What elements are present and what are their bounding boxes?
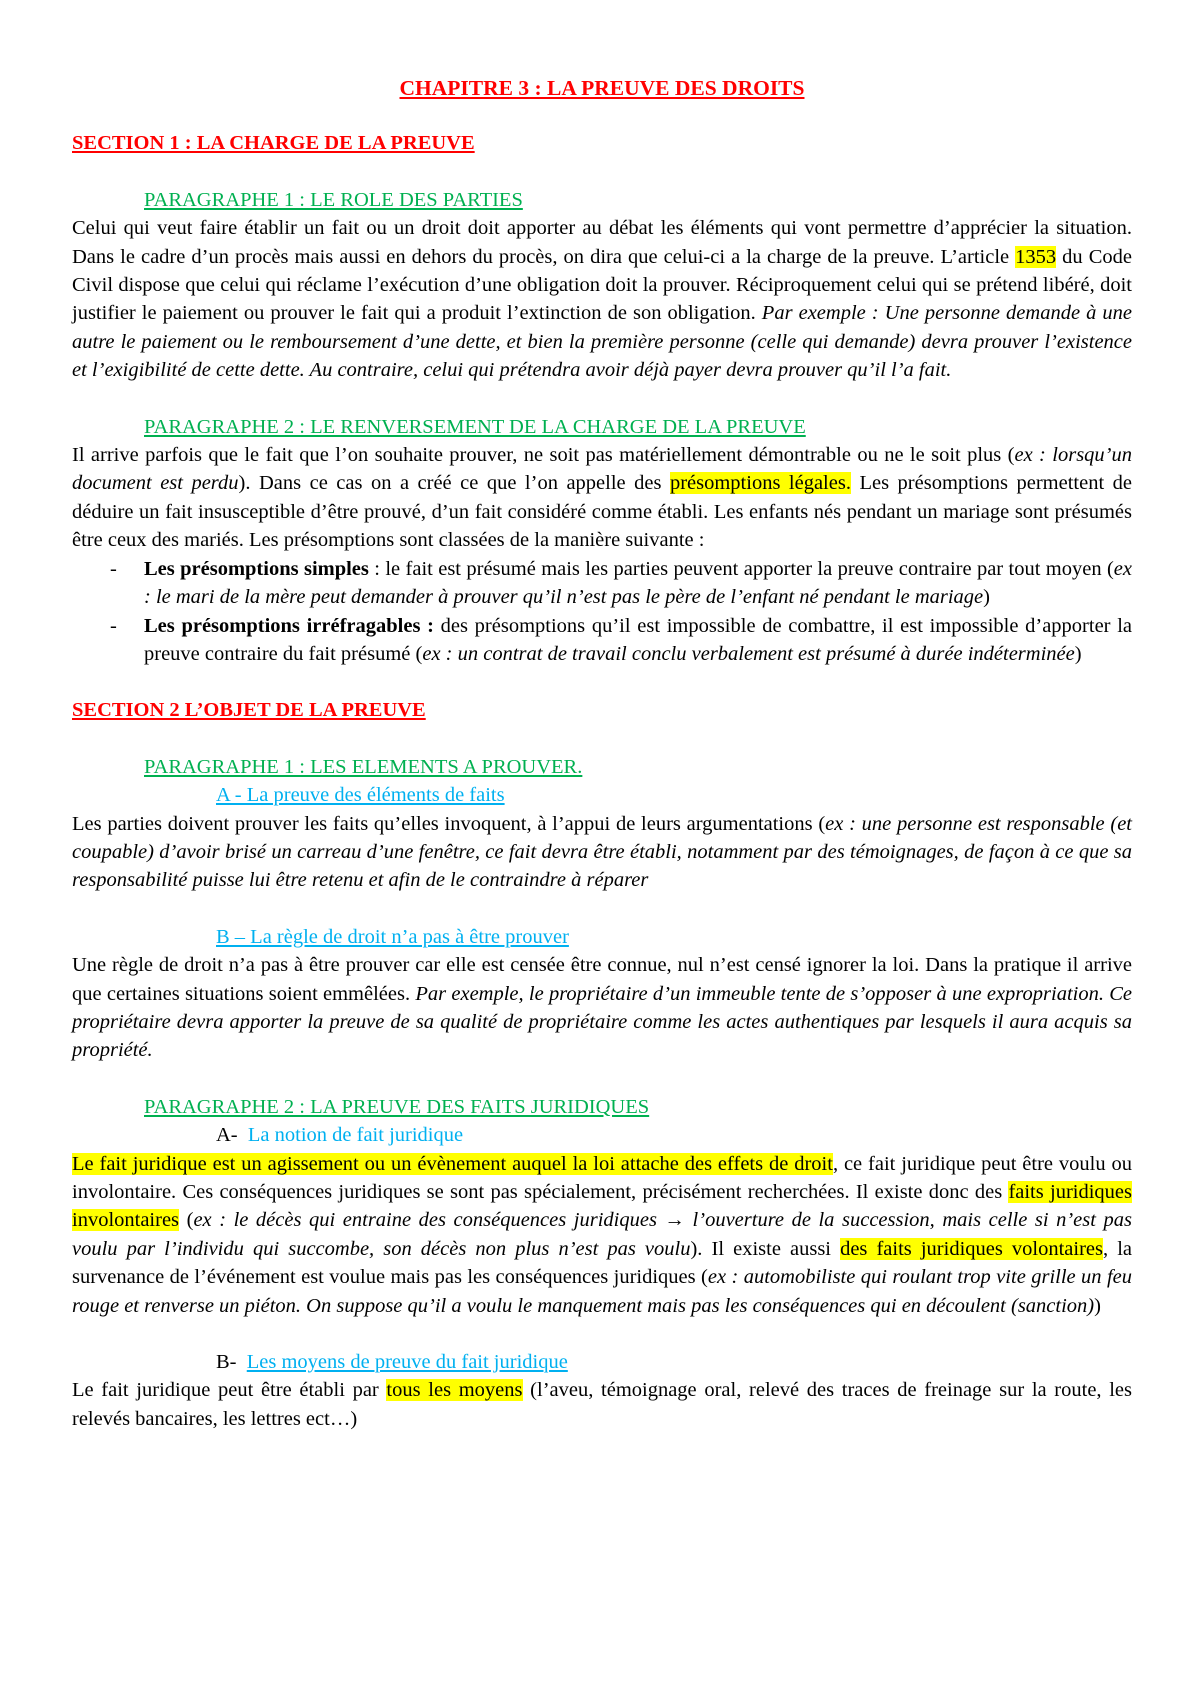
- text-run: : le fait est présumé mais les parties peuvent apporter la preuve contraire par tout moyen (: [368, 557, 1114, 580]
- sub-heading-text: La notion de fait juridique: [247, 1124, 464, 1147]
- example-italic: Par exemple : Une personne demande à une autre le paiement ou le remboursement d’une dette, et bien la première personne (celle qui demande) devra prouver l’existence et l’exigibilité de cette dette. Au contraire, celui qui prétendra avoir déjà payer devra prouver qu’il l’a fait.: [72, 302, 1132, 382]
- example-italic: ex : un contrat de travail conclu verbalement est présumé à durée indéterminée: [422, 642, 1075, 665]
- text-run: , la survenance de l’événement est voulue mais pas les conséquences juridiques (: [72, 1237, 1132, 1289]
- s2-paragraph-2-heading: PARAGRAPHE 2 : LA PREUVE DES FAITS JURIDIQUES: [144, 1095, 650, 1118]
- text-run: ). Il existe aussi: [690, 1237, 841, 1260]
- highlight-volontaires: des faits juridiques volontaires: [840, 1237, 1103, 1260]
- s2-p1-sub-b-text: [72, 951, 1132, 1065]
- bold-term: Les présomptions irréfragables :: [144, 614, 434, 637]
- text-run: (: [179, 1209, 194, 1232]
- text-run: Une règle de droit n’a pas à être prouver car elle est censée être connue, nul n’est censé ignorer la loi. Dans la pratique il arrive que certaines situations soient emmêlées.: [72, 954, 1132, 1005]
- highlight-involontaires: faits juridiques involontaires: [72, 1181, 1132, 1232]
- list-item: [72, 612, 1132, 669]
- highlight-tous-les-moyens: tous les moyens: [386, 1379, 523, 1402]
- list-item: [72, 555, 1132, 612]
- highlight-definition: Le fait juridique est un agissement ou un évènement auquel la loi attache des effets de droit: [72, 1152, 833, 1175]
- highlight-presomptions: présomptions légales.: [669, 472, 851, 495]
- text-run: ): [1074, 642, 1082, 665]
- sub-heading-text: Les moyens de preuve du fait juridique: [246, 1351, 568, 1374]
- example-italic: ex : lorsqu’un document est perdu: [72, 444, 1132, 495]
- sub-heading-marker: A-: [216, 1124, 238, 1147]
- text-run: , ce fait juridique peut être voulu ou involontaire. Ces conséquences juridiques se sont pas spécialement, précisément recherchées. Il existe donc des: [72, 1152, 1132, 1203]
- document-body: [72, 74, 1132, 1433]
- bullet-dash: -: [110, 614, 117, 637]
- s2-p2-sub-b-text: [72, 1376, 1132, 1433]
- text-run: du Code Civil dispose que celui qui réclame l’exécution d’une obligation doit la prouver. Réciproquement celui qui se prétend libéré, doit justifier le paiement ou prouver le fait qui a produit l’extinction de son obligation.: [72, 245, 1132, 325]
- sub-heading-marker: B-: [216, 1351, 237, 1374]
- text-run: ): [1094, 1294, 1101, 1317]
- text-run: (l’aveu, témoignage oral, relevé des traces de freinage sur la route, les relevés bancaires, les lettres ect…): [72, 1379, 1132, 1430]
- s2-p2-sub-a-text: [72, 1150, 1132, 1320]
- bold-term: Les présomptions simples: [144, 557, 369, 580]
- presomptions-list: [72, 555, 1132, 669]
- sub-heading-text: B – La règle de droit n’a pas à être prouver: [216, 925, 569, 948]
- s2-p2-sub-b-heading: [72, 1348, 1132, 1376]
- example-italic: ex : le mari de la mère peut demander à prouver qu’il n’est pas le père de l’enfant né pendant le mariage: [144, 557, 1132, 609]
- text-run: des présomptions qu’il est impossible de combattre, il est impossible d’apporter la preuve contraire du fait présumé (: [144, 614, 1132, 665]
- sub-heading-text: A - La preuve des éléments de faits: [216, 784, 505, 807]
- arrow-right-icon: →: [664, 1209, 685, 1232]
- section-1-heading: SECTION 1 : LA CHARGE DE LA PREUVE: [72, 132, 475, 155]
- s1-paragraph-2-text: [72, 441, 1132, 555]
- s2-p1-sub-b-heading: [72, 923, 1132, 951]
- text-run: ): [983, 586, 990, 609]
- example-italic: Par exemple, le propriétaire d’un immeuble tente de s’opposer à une expropriation. Ce propriétaire devra apporter la preuve de sa qualité de propriétaire comme les actes authentiques par lesquels il aura acquis sa propriété.: [72, 982, 1132, 1062]
- s2-paragraph-1-heading: PARAGRAPHE 1 : LES ELEMENTS A PROUVER.: [144, 755, 583, 778]
- s1-paragraph-1-text: [72, 214, 1132, 384]
- text-run: ). Dans ce cas on a créé ce que l’on appelle des: [238, 472, 670, 495]
- text-run: Les présomptions permettent de déduire un fait insusceptible d’être prouvé, d’un fait considéré comme établi. Les enfants nés pendant un mariage sont présumés être ceux des mariés. Les présomptions sont classées de la manière suivante :: [72, 472, 1133, 552]
- example-italic: l’ouverture de la succession, mais celle si n’est pas voulu par l’individu qui succombe, son décès non plus n’est pas voulu: [72, 1209, 1132, 1260]
- article-number-highlight: 1353: [1015, 245, 1057, 268]
- s1-paragraph-1-heading: PARAGRAPHE 1 : LE ROLE DES PARTIES: [144, 188, 523, 211]
- s2-p2-sub-a-heading: [72, 1121, 1132, 1149]
- example-italic: ex : une personne est responsable (et coupable) d’avoir brisé un carreau d’une fenêtre, ce fait devra être établi, notamment par des témoignages, de façon à ce que sa responsabilité puisse lui être retenu et afin de le contraindre à réparer: [72, 812, 1132, 892]
- section-2-heading: SECTION 2 L’OBJET DE LA PREUVE: [72, 699, 426, 722]
- bullet-dash: -: [110, 557, 117, 580]
- text-run: Celui qui veut faire établir un fait ou un droit doit apporter au débat les éléments qui vont permettre d’apprécier la situation. Dans le cadre d’un procès mais aussi en dehors du procès, on dira que celui-ci a la charge de la preuve. L’article: [72, 217, 1132, 268]
- text-run: Le fait juridique peut être établi par: [72, 1379, 387, 1402]
- s2-p1-sub-a-text: [72, 810, 1132, 895]
- chapter-title: CHAPITRE 3 : LA PREUVE DES DROITS: [399, 76, 805, 100]
- text-run: Il arrive parfois que le fait que l’on souhaite prouver, ne soit pas matériellement démontrable ou ne le soit plus (: [72, 444, 1015, 467]
- s2-p1-sub-a-heading: [72, 781, 1132, 809]
- text-run: Les parties doivent prouver les faits qu’elles invoquent, à l’appui de leurs argumentations (: [72, 812, 826, 835]
- example-italic: ex : le décès qui entraine des conséquences juridiques: [193, 1209, 665, 1232]
- example-italic: ex : automobiliste qui roulant trop vite grille un feu rouge et renverse un piéton. On suppose qu’il a voulu le manquement mais pas les conséquences qui en découlent (sanction): [72, 1266, 1132, 1317]
- s1-paragraph-2-heading: PARAGRAPHE 2 : LE RENVERSEMENT DE LA CHARGE DE LA PREUVE: [144, 415, 806, 438]
